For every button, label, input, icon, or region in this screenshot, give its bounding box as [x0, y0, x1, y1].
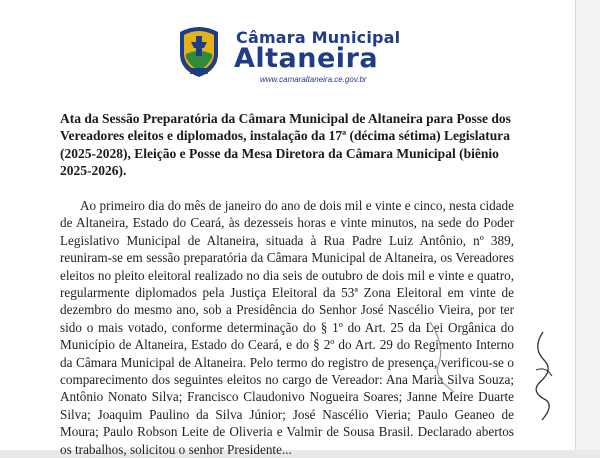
viewer-scrollbar[interactable] [575, 0, 600, 450]
document-body: Ao primeiro dia do mês de janeiro do ano de dois mil e vinte e cinco, nesta cidade de Altaneira, Estado do Ceará, às dezesseis horas e vinte minutos, na sede do Poder Legislativo Municipal de Altaneira, situada à Rua Padre Luiz Antônio, nº 389, reuniram-se em sessão preparatória da Câmara Municipal de Altaneira, os Vereadores eleitos no pleito eleitoral realizado no dia seis de outubro de dois mil e vinte e quatro, regularmente diplomados pela Justiça Eleitoral da 53ª Zona Eleitoral em vinte de dezembro do mesmo ano, sob a Presidência do Senhor José Nascélio Vieira, por ter sido o mais votado, conforme determinação do § 1º do Art. 25 da Lei Orgânica do Município de Altaneira, Estado do Ceará, e do § 2º do Art. 29 do Regimento Interno da Câmara Municipal de Altaneira. Pelo termo do registro de presença, verificou-se o comparecimento dos seguintes eleitos no cargo de Vereador: Ana Maria Silva Souza; Antônio Nonato Silva; Francisco Claudonivo Nogueira Soares; Janne Meire Duarte Silva; Joaquim Paulino da Silva Júnior; José Nascélio Vieria; Paulo Geaneo de Moura; Paulo Robson Leite de Oliveria e Valmir de Sousa Brasil. Declarado abertos os trabalhos, solicitou o senhor Presidente... [60, 198, 514, 457]
org-website-link[interactable]: www.camaraltaneira.ce.gov.br [260, 75, 367, 84]
margin-annotation-mark [424, 316, 464, 396]
document-title: Ata da Sessão Preparatória da Câmara Municipal de Altaneira para Posse dos Vereadores eleitos e diplomados, instalação da 17ª (décima sétima) Legislatura (2025-2028), Eleição e Posse da Mesa Diretora da Câmara Municipal (biênio 2025-2026). [60, 111, 511, 178]
org-name-line2: Altaneira [234, 43, 379, 74]
org-name-line1: Câmara Municipal [236, 28, 401, 47]
header-logo [176, 24, 406, 84]
signature-scribble [528, 330, 558, 422]
municipal-crest-icon [176, 24, 222, 78]
